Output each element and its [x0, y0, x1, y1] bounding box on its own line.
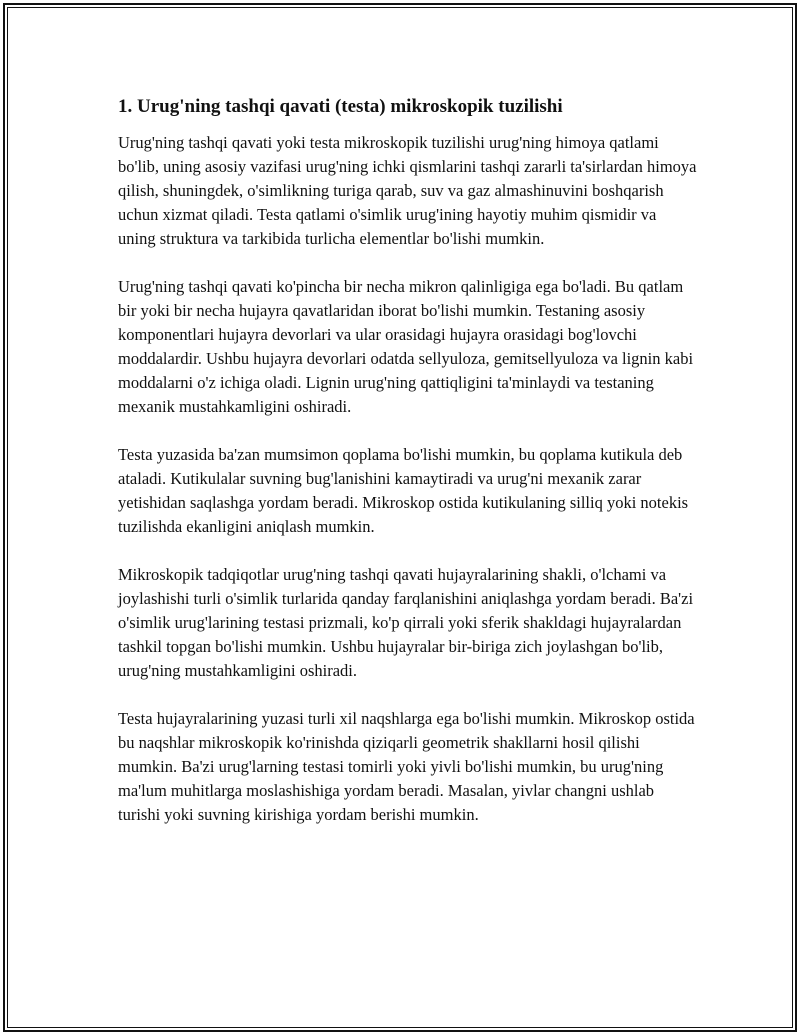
paragraph-4: Mikroskopik tadqiqotlar urug'ning tashqi qavati hujayralarining shakli, o'lchami va joylashishi turli o'simlik turlarida qanday farqlanishini aniqlashga yordam beradi. Ba'zi o'simlik urug'larining testasi prizmali, ko'p qirrali yoki sferik shakldagi hujayralardan tashkil topgan bo'lishi mumkin. Ushbu hujayralar bir-biriga zich joylashgan bo'lib, urug'ning mustahkamligini oshiradi.	[118, 565, 694, 680]
section-heading: 1. Urug'ning tashqi qavati (testa) mikroskopik tuzilishi	[118, 96, 563, 117]
paragraph-2: Urug'ning tashqi qavati ko'pincha bir necha mikron qalinligiga ega bo'ladi. Bu qatlam bir yoki bir necha hujayra qavatlaridan iborat bo'lishi mumkin. Testaning asosiy komponentlari hujayra devorlari va ular orasidagi hujayra orasidagi bog'lovchi moddalardir. Ushbu hujayra devorlari odatda sellyuloza, gemitsellyuloza va lignin kabi moddalarni o'z ichiga oladi. Lignin urug'ning qattiqligini ta'minlaydi va testaning mexanik mustahkamligini oshiradi.	[118, 277, 694, 416]
paragraph-3: Testa yuzasida ba'zan mumsimon qoplama bo'lishi mumkin, bu qoplama kutikula deb ataladi. Kutikulalar suvning bug'lanishini kamaytiradi va urug'ni mexanik zarar yetishidan saqlashga yordam beradi. Mikroskop ostida kutikulaning silliq yoki notekis tuzilishda ekanligini aniqlash mumkin.	[118, 445, 689, 536]
document-body	[118, 94, 698, 851]
paragraph-1: Urug'ning tashqi qavati yoki testa mikroskopik tuzilishi urug'ning himoya qatlami bo'lib, uning asosiy vazifasi urug'ning ichki qismlarini tashqi zararli ta'sirlardan himoya qilish, shuningdek, o'simlikning turiga qarab, suv va gaz almashinuvini boshqarish uchun xizmat qiladi. Testa qatlami o'simlik urug'ining hayotiy muhim qismidir va uning struktura va tarkibida turlicha elementlar bo'lishi mumkin.	[118, 133, 697, 248]
paragraph-5: Testa hujayralarining yuzasi turli xil naqshlarga ega bo'lishi mumkin. Mikroskop ostida bu naqshlar mikroskopik ko'rinishda qiziqarli geometrik shakllarni hosil qilishi mumkin. Ba'zi urug'larning testasi tomirli yoki yivli bo'lishi mumkin, bu urug'ning ma'lum muhitlarga moslashishiga yordam beradi. Masalan, yivlar changni ushlab turishi yoki suvning kirishiga yordam berishi mumkin.	[118, 709, 695, 824]
